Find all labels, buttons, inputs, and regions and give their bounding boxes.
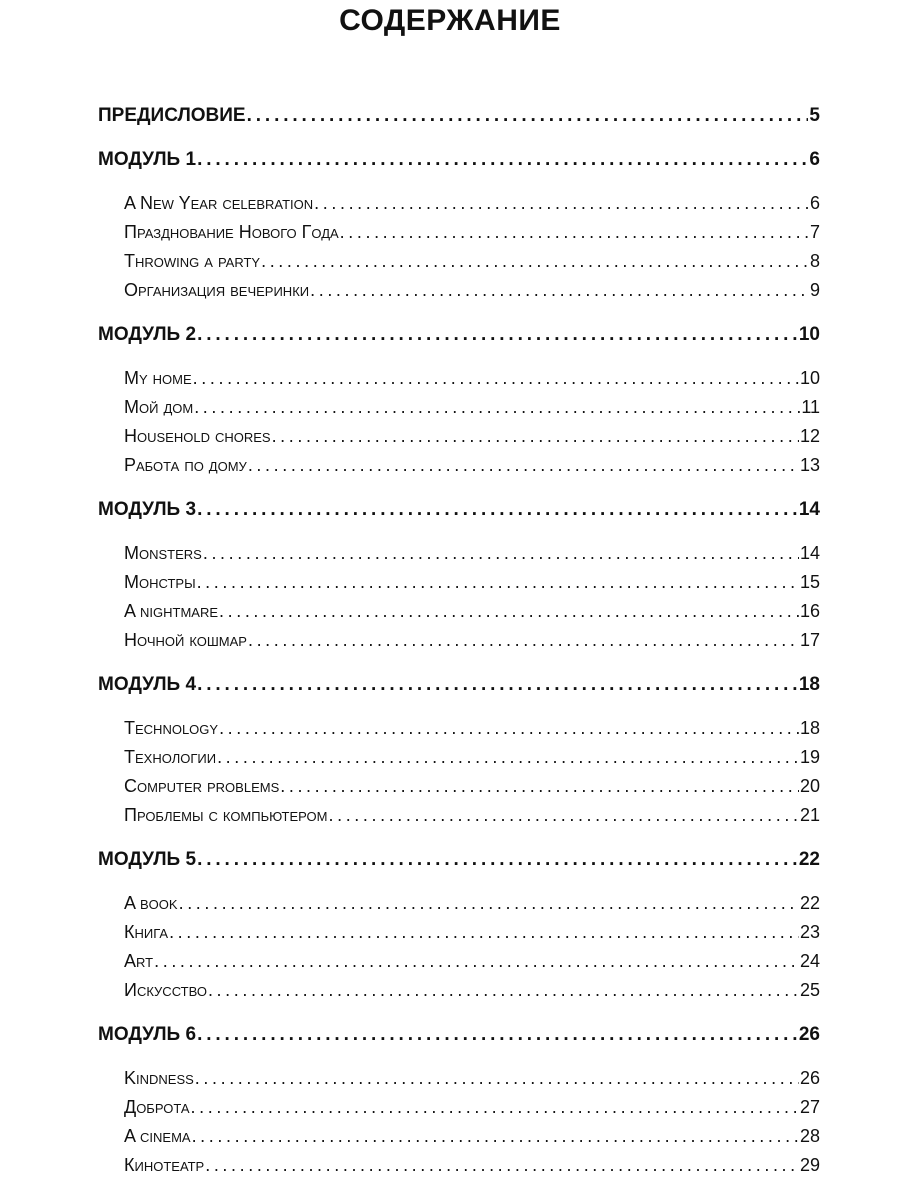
- toc-module-5[interactable]: [98, 845, 820, 874]
- toc-page-number: 6: [809, 193, 820, 213]
- toc-item[interactable]: [98, 1064, 820, 1093]
- toc-item[interactable]: [98, 597, 820, 626]
- dot-leader: [248, 451, 799, 480]
- toc-item[interactable]: [98, 539, 820, 568]
- toc-item-label: Kindness: [124, 1068, 194, 1088]
- toc-page-number: 5: [809, 105, 820, 126]
- dot-leader: [154, 947, 799, 976]
- toc-item-label: Работа по дому: [124, 455, 247, 475]
- dot-leader: [197, 845, 798, 874]
- toc-item-label: Организация вечеринки: [124, 280, 310, 300]
- toc-item-label: My home: [124, 368, 192, 388]
- toc-page-number: 21: [799, 805, 820, 825]
- toc-page-number: 23: [799, 922, 820, 942]
- toc-item-label: Monsters: [124, 543, 202, 563]
- toc-page-number: 10: [799, 368, 820, 388]
- dot-leader: [328, 801, 798, 830]
- toc-item-label: Throwing a party: [124, 251, 261, 271]
- dot-leader: [314, 189, 809, 218]
- dot-leader: [272, 422, 799, 451]
- module-label: МОДУЛЬ 5: [98, 849, 197, 870]
- toc-item[interactable]: [98, 772, 820, 801]
- toc-item-label: Household chores: [124, 426, 271, 446]
- toc-page-number: 17: [799, 630, 820, 650]
- toc-item[interactable]: [98, 189, 820, 218]
- module-1-items: [98, 189, 820, 305]
- page-title: СОДЕРЖАНИЕ: [339, 4, 561, 37]
- toc-page-number: 25: [799, 980, 820, 1000]
- toc-page-number: 27: [799, 1097, 820, 1117]
- toc-page-number: 13: [799, 455, 820, 475]
- toc-item-label: Кинотеатр: [124, 1155, 205, 1175]
- toc-module-4[interactable]: [98, 670, 820, 699]
- toc-item-label: Технологии: [124, 747, 217, 767]
- toc-item[interactable]: [98, 393, 820, 422]
- toc-page-number: 9: [809, 280, 820, 300]
- toc-page-number: 14: [798, 499, 820, 520]
- toc-item-label: Мой дом: [124, 397, 194, 417]
- dot-leader: [192, 1122, 799, 1151]
- toc-page-number: 29: [799, 1155, 820, 1175]
- module-2-items: [98, 364, 820, 480]
- toc-item-label: A nightmare: [124, 601, 219, 621]
- toc-page-number: 22: [799, 893, 820, 913]
- dot-leader: [217, 743, 799, 772]
- module-4-items: [98, 714, 820, 830]
- dot-leader: [193, 364, 799, 393]
- module-label: МОДУЛЬ 4: [98, 674, 197, 695]
- toc-page-number: 26: [799, 1068, 820, 1088]
- toc-item[interactable]: [98, 714, 820, 743]
- toc-item[interactable]: [98, 947, 820, 976]
- toc-page-number: 7: [809, 222, 820, 242]
- toc-item-label: Ночной кошмар: [124, 630, 247, 650]
- module-5-items: [98, 889, 820, 1005]
- dot-leader: [310, 276, 809, 305]
- toc-page-number: 15: [799, 572, 820, 592]
- dot-leader: [197, 568, 799, 597]
- dot-leader: [208, 976, 799, 1005]
- toc-item-label: Доброта: [124, 1097, 190, 1117]
- toc-item[interactable]: [98, 918, 820, 947]
- toc-item[interactable]: [98, 247, 820, 276]
- toc-entry-label: ПРЕДИСЛОВИЕ: [98, 105, 246, 126]
- toc-page-number: 6: [809, 149, 820, 170]
- toc-page-number: 24: [799, 951, 820, 971]
- toc-item-label: A cinema: [124, 1126, 191, 1146]
- dot-leader: [197, 320, 798, 349]
- toc-item[interactable]: [98, 422, 820, 451]
- toc-item-label: Книга: [124, 922, 169, 942]
- dot-leader: [195, 1064, 799, 1093]
- toc-page-number: 18: [799, 718, 820, 738]
- toc-item[interactable]: [98, 451, 820, 480]
- toc-page-number: 8: [809, 251, 820, 271]
- toc-entry-preface[interactable]: [98, 101, 820, 130]
- dot-leader: [197, 145, 808, 174]
- dot-leader: [197, 495, 798, 524]
- dot-leader: [219, 597, 799, 626]
- toc-item-label: Празднование Нового Года: [124, 222, 339, 242]
- dot-leader: [203, 539, 799, 568]
- toc-item-label: A New Year celebration: [124, 193, 314, 213]
- table-of-contents: [98, 101, 820, 1180]
- toc-page-number: 28: [799, 1126, 820, 1146]
- toc-item[interactable]: [98, 976, 820, 1005]
- toc-item[interactable]: [98, 889, 820, 918]
- module-label: МОДУЛЬ 1: [98, 149, 197, 170]
- dot-leader: [247, 101, 809, 130]
- toc-item-label: Искусство: [124, 980, 207, 1000]
- module-label: МОДУЛЬ 3: [98, 499, 197, 520]
- toc-page-number: 14: [799, 543, 820, 563]
- module-6-items: [98, 1064, 820, 1180]
- toc-item-label: Art: [124, 951, 154, 971]
- toc-page-number: 22: [798, 849, 820, 870]
- dot-leader: [280, 772, 799, 801]
- toc-page-number: 20: [799, 776, 820, 796]
- dot-leader: [340, 218, 809, 247]
- toc-page-number: 18: [798, 674, 820, 695]
- dot-leader: [197, 670, 798, 699]
- dot-leader: [179, 889, 799, 918]
- toc-module-1[interactable]: [98, 145, 820, 174]
- toc-item-label: Computer problems: [124, 776, 280, 796]
- toc-item[interactable]: [98, 276, 820, 305]
- module-label: МОДУЛЬ 6: [98, 1024, 197, 1045]
- toc-item[interactable]: [98, 568, 820, 597]
- toc-item-label: Проблемы с компьютером: [124, 805, 328, 825]
- toc-module-2[interactable]: [98, 320, 820, 349]
- toc-item[interactable]: [98, 1151, 820, 1180]
- toc-item[interactable]: [98, 626, 820, 655]
- toc-item-label: Technology: [124, 718, 219, 738]
- toc-item-label: Монстры: [124, 572, 196, 592]
- toc-page-number: 26: [798, 1024, 820, 1045]
- toc-page-number: 10: [798, 324, 820, 345]
- toc-page-number: 16: [799, 601, 820, 621]
- toc-page-number: 12: [799, 426, 820, 446]
- toc-item-label: A book: [124, 893, 178, 913]
- toc-item[interactable]: [98, 801, 820, 830]
- dot-leader: [219, 714, 799, 743]
- module-label: МОДУЛЬ 2: [98, 324, 197, 345]
- dot-leader: [194, 393, 800, 422]
- dot-leader: [169, 918, 799, 947]
- dot-leader: [205, 1151, 799, 1180]
- toc-item[interactable]: [98, 1122, 820, 1151]
- toc-module-3[interactable]: [98, 495, 820, 524]
- toc-item[interactable]: [98, 218, 820, 247]
- dot-leader: [261, 247, 809, 276]
- dot-leader: [197, 1020, 798, 1049]
- toc-page-number: 19: [799, 747, 820, 767]
- toc-module-6[interactable]: [98, 1020, 820, 1049]
- module-3-items: [98, 539, 820, 655]
- toc-item[interactable]: [98, 743, 820, 772]
- toc-item[interactable]: [98, 1093, 820, 1122]
- dot-leader: [248, 626, 799, 655]
- dot-leader: [191, 1093, 799, 1122]
- toc-item[interactable]: [98, 364, 820, 393]
- toc-page-number: 11: [801, 397, 820, 417]
